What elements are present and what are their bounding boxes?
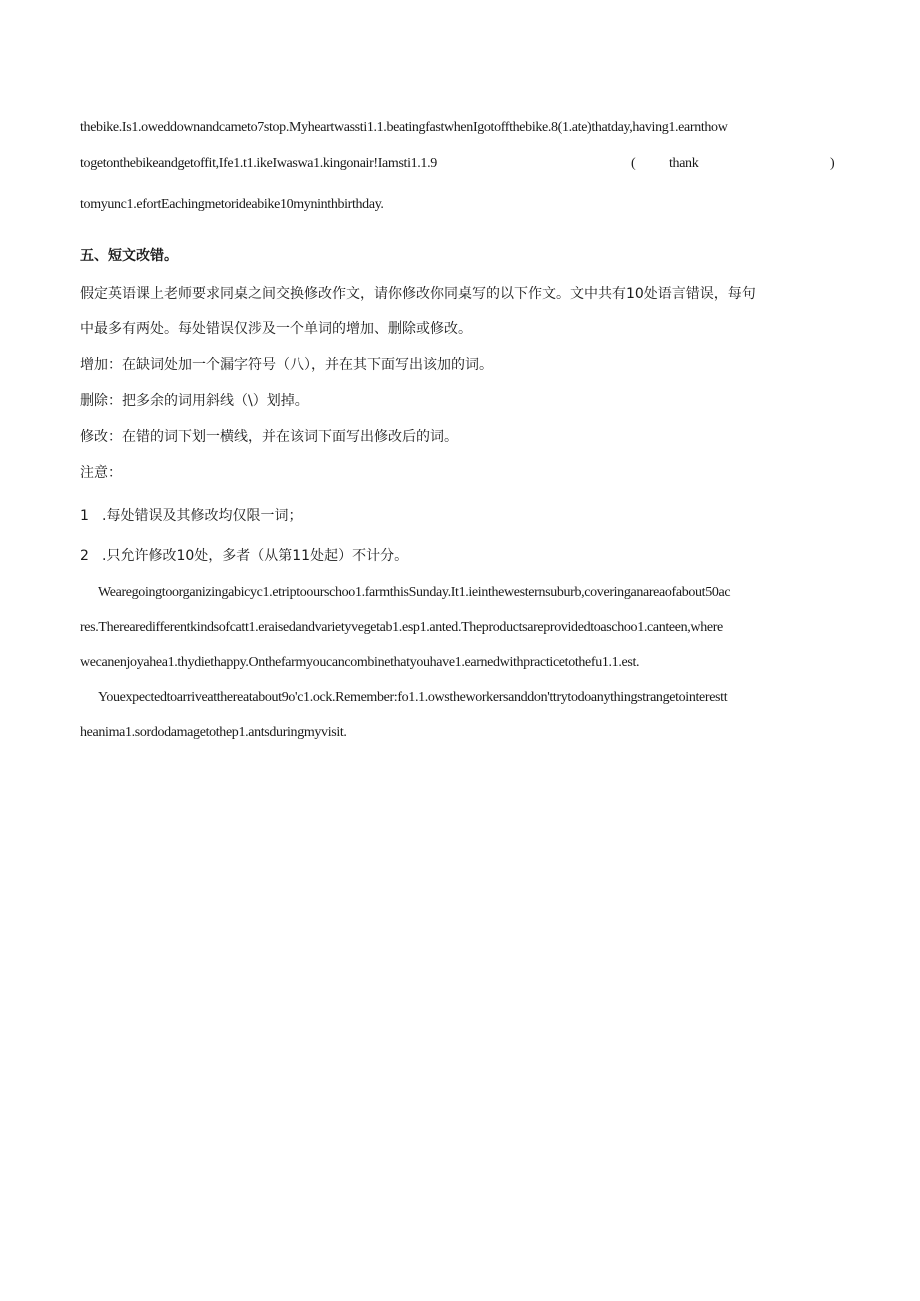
blank-open-paren: ( xyxy=(631,156,636,171)
instruction-line-1: 假定英语课上老师要求同桌之间交换修改作文，请你修改你同桌写的以下作文。文中共有10处语言错误，每句 xyxy=(80,286,756,302)
note-item-1-text: .每处错误及其修改均仅限一词； xyxy=(102,508,303,524)
note-label: 注意： xyxy=(80,465,122,481)
passage-line-2-text: togetonthebikeandgetoffit,Ife1.t1.ikeIwaswa1.kingonair!Iamsti1.1.9 xyxy=(80,156,437,171)
passage-line-1: thebike.Is1.oweddownandcameto7stop.Myheartwassti1.1.beatingfastwhenIgotoffthebike.8(1.ate)thatday,having1.earnthow xyxy=(80,120,728,135)
instruction-add: 增加：在缺词处加一个漏字符号（八），并在其下面写出该加的词。 xyxy=(80,357,493,373)
essay-p1-line-3: wecanenjoyahea1.thydiethappy.Onthefarmyoucancombinethatyouhave1.earnedwithpracticetothefu1.1.est. xyxy=(80,655,640,670)
essay-p1-line-1: Wearegoingtoorganizingabicyc1.etriptoourschoo1.farmthisSunday.It1.ieinthewesternsuburb,coveringanareaofabout50ac xyxy=(98,585,731,600)
note-item-2-number: 2 xyxy=(80,548,89,564)
instruction-modify: 修改：在错的词下划一横线，并在该词下面写出修改后的词。 xyxy=(80,429,458,445)
essay-p1-line-2: res.Therearedifferentkindsofcatt1.eraisedandvarietyvegetab1.esp1.anted.Theproductsareprovidedtoaschoo1.canteen,where xyxy=(80,620,723,635)
passage-line-2 xyxy=(80,156,840,172)
blank-close-paren: ) xyxy=(830,156,835,171)
note-item-1 xyxy=(80,505,302,525)
essay-p2-line-2: heanima1.sordodamagetothep1.antsduringmyvisit. xyxy=(80,725,347,740)
section-heading: 五、短文改错。 xyxy=(80,248,178,264)
instruction-line-2: 中最多有两处。每处错误仅涉及一个单词的增加、删除或修改。 xyxy=(80,321,472,337)
note-item-2 xyxy=(80,545,408,565)
note-item-2-text: .只允许修改10处，多者（从第11处起）不计分。 xyxy=(102,548,409,564)
note-item-1-number: 1 xyxy=(80,508,89,524)
essay-p2-line-1: Youexpectedtoarriveatthereatabout9o'c1.ock.Remember:fo1.1.owstheworkersanddon'ttrytodoanythingstrangetointerestt xyxy=(98,690,728,705)
blank-hint-word: thank xyxy=(669,156,699,171)
instruction-delete: 删除：把多余的词用斜线（\）划掉。 xyxy=(80,393,309,409)
passage-line-3: tomyunc1.efortEachingmetorideabike10myninthbirthday. xyxy=(80,197,384,212)
